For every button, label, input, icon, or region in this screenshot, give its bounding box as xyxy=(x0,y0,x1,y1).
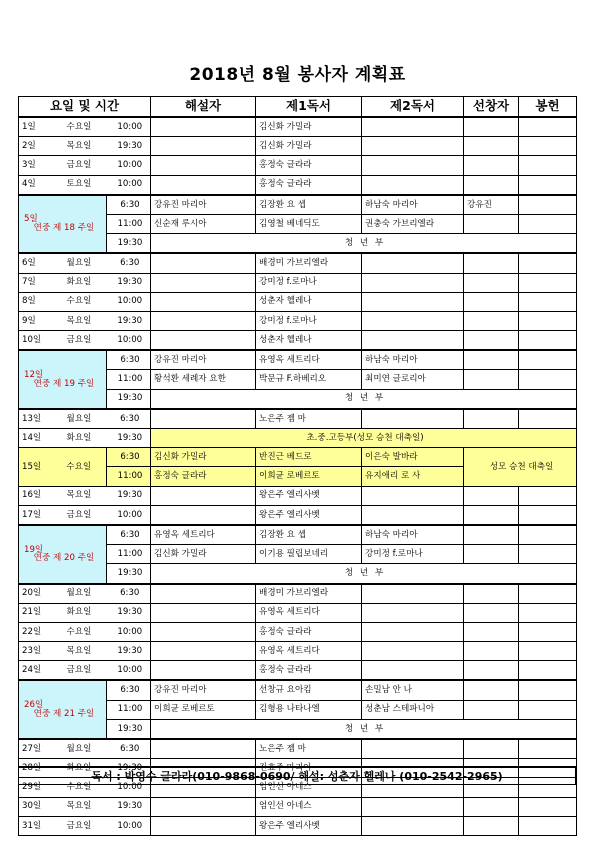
schedule-row xyxy=(19,156,577,175)
reader1-cell: 강미정 f.로마나 xyxy=(256,311,362,330)
cantor-cell xyxy=(464,700,519,719)
commentator-cell xyxy=(151,505,256,525)
sunday-mass-row xyxy=(19,195,577,215)
day-cell: 24일 xyxy=(19,661,49,681)
day-cell: 17일 xyxy=(19,505,49,525)
weekday-cell: 월요일 xyxy=(49,253,107,273)
commentator-cell xyxy=(151,311,256,330)
schedule-row xyxy=(19,816,577,835)
reader2-cell: 하남숙 마리아 xyxy=(362,350,464,370)
cantor-cell xyxy=(464,175,519,195)
reader1-cell: 박문규 F.하베리오 xyxy=(256,370,362,389)
weekday-cell: 화요일 xyxy=(49,759,107,778)
time-cell: 19:30 xyxy=(107,603,151,622)
mass-time: 19:30 xyxy=(107,719,151,739)
schedule-row xyxy=(19,311,577,330)
offering-cell xyxy=(519,292,577,311)
sunday-mass-row xyxy=(19,525,577,545)
commentator-cell xyxy=(151,156,256,175)
schedule-row xyxy=(19,661,577,681)
offering-cell xyxy=(519,700,577,719)
time-cell: 10:00 xyxy=(107,816,151,835)
commentator-cell: 강유진 마리아 xyxy=(151,195,256,215)
time-cell: 10:00 xyxy=(107,331,151,351)
commentator-cell xyxy=(151,739,256,759)
cantor-cell xyxy=(464,137,519,156)
header-cantor: 선창자 xyxy=(464,97,519,118)
reader1-cell: 유영옥 세트리다 xyxy=(256,350,362,370)
time-cell: 19:30 xyxy=(107,137,151,156)
schedule-body xyxy=(19,117,577,835)
cantor-cell xyxy=(464,603,519,622)
offering-cell xyxy=(519,545,577,564)
day-cell: 31일 xyxy=(19,816,49,835)
mass-time: 6:30 xyxy=(107,195,151,215)
time-cell: 10:00 xyxy=(107,622,151,641)
time-cell: 10:00 xyxy=(107,292,151,311)
offering-cell xyxy=(519,603,577,622)
offering-cell xyxy=(519,175,577,195)
weekday-cell: 금요일 xyxy=(49,156,107,175)
time-cell: 19:30 xyxy=(107,642,151,661)
weekday-cell: 금요일 xyxy=(49,331,107,351)
reader1-cell: 유영옥 세트리다 xyxy=(256,603,362,622)
weekday-cell: 금요일 xyxy=(49,661,107,681)
reader2-cell: 최미연 글로리아 xyxy=(362,370,464,389)
mass-time: 6:30 xyxy=(107,448,151,467)
offering-cell xyxy=(519,739,577,759)
reader2-cell xyxy=(362,603,464,622)
commentator-cell xyxy=(151,797,256,816)
schedule-row xyxy=(19,622,577,641)
commentator-cell: 홍정숙 글라라 xyxy=(151,467,256,486)
reader2-cell xyxy=(362,175,464,195)
sunday-date: 5일 xyxy=(24,214,38,225)
mass-time: 6:30 xyxy=(107,350,151,370)
cantor-cell xyxy=(464,370,519,389)
mass-time: 6:30 xyxy=(107,680,151,700)
reader1-cell: 홍정숙 글라라 xyxy=(256,622,362,641)
mass-time: 19:30 xyxy=(107,564,151,584)
feast-label: 성모 승천 대축일 xyxy=(464,448,577,486)
commentator-cell xyxy=(151,642,256,661)
reader1-cell: 김장환 요 셉 xyxy=(256,195,362,215)
mass-time: 19:30 xyxy=(107,234,151,254)
weekday-cell: 화요일 xyxy=(49,603,107,622)
cantor-cell xyxy=(464,214,519,233)
day-cell: 23일 xyxy=(19,642,49,661)
commentator-cell: 김신화 가밀라 xyxy=(151,545,256,564)
cantor-cell: 강유진 xyxy=(464,195,519,215)
weekday-cell: 금요일 xyxy=(49,816,107,835)
schedule-row xyxy=(19,273,577,292)
sunday-date-cell xyxy=(19,525,107,584)
time-cell: 6:30 xyxy=(107,253,151,273)
offering-cell xyxy=(519,661,577,681)
cantor-cell xyxy=(464,661,519,681)
reader2-cell xyxy=(362,156,464,175)
commentator-cell: 강유진 마리아 xyxy=(151,350,256,370)
reader1-cell: 김신화 가밀라 xyxy=(256,117,362,137)
cantor-cell xyxy=(464,156,519,175)
reader2-cell xyxy=(362,273,464,292)
cantor-cell xyxy=(464,273,519,292)
reader1-cell: 성춘자 헬레나 xyxy=(256,292,362,311)
commentator-cell xyxy=(151,603,256,622)
youth-group-label: 청 년 부 xyxy=(151,234,577,254)
offering-cell xyxy=(519,409,577,429)
mass-time: 11:00 xyxy=(107,467,151,486)
day-cell: 16일 xyxy=(19,486,49,505)
offering-cell xyxy=(519,816,577,835)
reader2-cell: 성춘남 스테파니아 xyxy=(362,700,464,719)
commentator-cell: 강유진 마리아 xyxy=(151,680,256,700)
weekday-cell: 목요일 xyxy=(49,642,107,661)
reader1-cell: 선창규 요아킴 xyxy=(256,680,362,700)
weekday-cell: 목요일 xyxy=(49,486,107,505)
cantor-cell xyxy=(464,816,519,835)
reader1-cell: 홍정숙 글라라 xyxy=(256,661,362,681)
reader2-cell xyxy=(362,292,464,311)
schedule-row xyxy=(19,486,577,505)
schedule-row xyxy=(19,292,577,311)
sunday-date: 19일 xyxy=(24,544,44,555)
time-cell: 19:30 xyxy=(107,311,151,330)
reader1-cell: 배경미 가브리엘라 xyxy=(256,584,362,604)
cantor-cell xyxy=(464,311,519,330)
reader1-cell: 엄인선 아네스 xyxy=(256,797,362,816)
weekday-cell: 수요일 xyxy=(49,292,107,311)
weekday-cell: 화요일 xyxy=(49,429,107,448)
reader1-cell: 왕은주 엘리사벳 xyxy=(256,816,362,835)
commentator-cell xyxy=(151,584,256,604)
schedule-row xyxy=(19,584,577,604)
reader1-cell: 강미정 f.로마나 xyxy=(256,273,362,292)
mass-time: 11:00 xyxy=(107,370,151,389)
weekday-cell: 월요일 xyxy=(49,409,107,429)
offering-cell xyxy=(519,117,577,137)
reader2-cell xyxy=(362,311,464,330)
reader2-cell xyxy=(362,661,464,681)
commentator-cell xyxy=(151,331,256,351)
offering-cell xyxy=(519,273,577,292)
weekday-cell: 화요일 xyxy=(49,273,107,292)
time-cell: 10:00 xyxy=(107,156,151,175)
weekday-cell: 목요일 xyxy=(49,137,107,156)
day-cell: 8일 xyxy=(19,292,49,311)
commentator-cell xyxy=(151,273,256,292)
sunday-date-cell xyxy=(19,680,107,739)
offering-cell xyxy=(519,137,577,156)
schedule-row xyxy=(19,603,577,622)
offering-cell xyxy=(519,253,577,273)
youth-group-label: 청 년 부 xyxy=(151,719,577,739)
cantor-cell xyxy=(464,584,519,604)
schedule-row xyxy=(19,253,577,273)
schedule-row xyxy=(19,739,577,759)
schedule-row xyxy=(19,175,577,195)
time-cell: 6:30 xyxy=(107,409,151,429)
youth-mass-note: 초.중.고등부(성모 승천 대축일) xyxy=(151,429,577,448)
reader1-cell: 이기용 필립보네리 xyxy=(256,545,362,564)
reader1-cell: 노은주 젬 마 xyxy=(256,409,362,429)
reader2-cell: 하남숙 마리아 xyxy=(362,195,464,215)
sunday-week-label: 연중 제 21 주일 xyxy=(33,708,95,719)
weekday-cell: 월요일 xyxy=(49,739,107,759)
cantor-cell xyxy=(464,486,519,505)
cantor-cell xyxy=(464,292,519,311)
day-cell: 3일 xyxy=(19,156,49,175)
feast-mass-row xyxy=(19,448,577,467)
reader1-cell: 이희균 로베르토 xyxy=(256,467,362,486)
sunday-date-cell xyxy=(19,350,107,409)
day-cell: 22일 xyxy=(19,622,49,641)
offering-cell xyxy=(519,195,577,215)
schedule-row xyxy=(19,409,577,429)
offering-cell xyxy=(519,505,577,525)
reader1-cell: 홍정숙 글라라 xyxy=(256,175,362,195)
commentator-cell: 유영옥 세트리다 xyxy=(151,525,256,545)
reader2-cell xyxy=(362,409,464,429)
schedule-row xyxy=(19,429,577,448)
weekday-cell: 토요일 xyxy=(49,175,107,195)
day-cell: 13일 xyxy=(19,409,49,429)
day-cell: 7일 xyxy=(19,273,49,292)
header-reader2: 제2독서 xyxy=(362,97,464,118)
day-cell: 21일 xyxy=(19,603,49,622)
reader2-cell xyxy=(362,622,464,641)
cantor-cell xyxy=(464,642,519,661)
commentator-cell xyxy=(151,253,256,273)
time-cell: 10:00 xyxy=(107,175,151,195)
reader2-cell xyxy=(362,331,464,351)
commentator-cell xyxy=(151,409,256,429)
sunday-week-label: 연중 제 20 주일 xyxy=(33,553,95,564)
schedule-row xyxy=(19,642,577,661)
header-offering: 봉헌 xyxy=(519,97,577,118)
weekday-cell: 목요일 xyxy=(49,311,107,330)
day-cell: 10일 xyxy=(19,331,49,351)
commentator-cell xyxy=(151,292,256,311)
reader1-cell: 김신화 가밀라 xyxy=(256,137,362,156)
weekday-cell: 금요일 xyxy=(49,505,107,525)
commentator-cell xyxy=(151,175,256,195)
reader2-cell xyxy=(362,797,464,816)
commentator-cell: 황석환 세례자 요한 xyxy=(151,370,256,389)
reader1-cell: 성춘자 헬레나 xyxy=(256,331,362,351)
mass-time: 6:30 xyxy=(107,525,151,545)
reader1-cell: 엄인선 아네스 xyxy=(256,778,362,797)
time-cell: 19:30 xyxy=(107,759,151,778)
cantor-cell xyxy=(464,622,519,641)
time-cell: 10:00 xyxy=(107,661,151,681)
reader2-cell xyxy=(362,739,464,759)
day-cell: 2일 xyxy=(19,137,49,156)
reader2-cell: 이은숙 발바라 xyxy=(362,448,464,467)
commentator-cell: 신순재 루시아 xyxy=(151,214,256,233)
commentator-cell xyxy=(151,816,256,835)
reader1-cell: 왕은주 엘리사벳 xyxy=(256,505,362,525)
reader1-cell: 김장환 요 셉 xyxy=(256,525,362,545)
reader2-cell: 권충숙 가브리엘라 xyxy=(362,214,464,233)
cantor-cell xyxy=(464,350,519,370)
youth-group-label: 청 년 부 xyxy=(151,389,577,409)
mass-time: 11:00 xyxy=(107,545,151,564)
time-cell: 19:30 xyxy=(107,429,151,448)
commentator-cell xyxy=(151,117,256,137)
time-cell: 19:30 xyxy=(107,797,151,816)
reader2-cell xyxy=(362,117,464,137)
day-cell: 15일 xyxy=(19,448,49,486)
day-cell: 27일 xyxy=(19,739,49,759)
header-commentator: 해설자 xyxy=(151,97,256,118)
time-cell: 10:00 xyxy=(107,117,151,137)
reader2-cell xyxy=(362,137,464,156)
reader1-cell: 진효주 마리아 xyxy=(256,759,362,778)
reader2-cell: 강미정 f.로마나 xyxy=(362,545,464,564)
page-title: 2018년 8월 봉사자 계획표 xyxy=(189,65,406,85)
reader2-cell xyxy=(362,642,464,661)
cantor-cell xyxy=(464,739,519,759)
schedule-row xyxy=(19,137,577,156)
cantor-cell xyxy=(464,117,519,137)
schedule-table xyxy=(18,96,577,836)
sunday-date-cell xyxy=(19,195,107,254)
offering-cell xyxy=(519,370,577,389)
reader1-cell: 반진근 베드로 xyxy=(256,448,362,467)
offering-cell xyxy=(519,525,577,545)
cantor-cell xyxy=(464,253,519,273)
schedule-row xyxy=(19,331,577,351)
commentator-cell xyxy=(151,661,256,681)
reader1-cell: 노은주 젬 마 xyxy=(256,739,362,759)
reader1-cell: 김영철 베네딕도 xyxy=(256,214,362,233)
mass-time: 11:00 xyxy=(107,700,151,719)
reader1-cell: 유영옥 세트리다 xyxy=(256,642,362,661)
reader1-cell: 홍정숙 글라라 xyxy=(256,156,362,175)
sunday-date: 12일 xyxy=(24,369,44,380)
reader2-cell: 유지애리 로 사 xyxy=(362,467,464,486)
sunday-mass-row xyxy=(19,680,577,700)
weekday-cell: 수요일 xyxy=(49,448,107,486)
reader2-cell xyxy=(362,584,464,604)
cantor-cell xyxy=(464,525,519,545)
weekday-cell: 수요일 xyxy=(49,778,107,797)
offering-cell xyxy=(519,156,577,175)
reader1-cell: 김형용 나타나엘 xyxy=(256,700,362,719)
offering-cell xyxy=(519,214,577,233)
mass-time: 19:30 xyxy=(107,389,151,409)
weekday-cell: 목요일 xyxy=(49,797,107,816)
reader2-cell xyxy=(362,253,464,273)
weekday-cell: 월요일 xyxy=(49,584,107,604)
day-cell: 29일 xyxy=(19,778,49,797)
time-cell: 6:30 xyxy=(107,584,151,604)
contact-footer: 독서 : 박영수 글라라(010-9868-0690/ 해설: 성춘자 헬레나 (010-2542-2965) xyxy=(18,766,576,785)
offering-cell xyxy=(519,584,577,604)
offering-cell xyxy=(519,622,577,641)
day-cell: 9일 xyxy=(19,311,49,330)
weekday-cell: 수요일 xyxy=(49,622,107,641)
time-cell: 10:00 xyxy=(107,778,151,797)
commentator-cell: 이희균 로베르토 xyxy=(151,700,256,719)
commentator-cell xyxy=(151,622,256,641)
time-cell: 10:00 xyxy=(107,505,151,525)
sunday-week-label: 연중 제 18 주일 xyxy=(33,223,95,234)
reader2-cell xyxy=(362,816,464,835)
time-cell: 19:30 xyxy=(107,486,151,505)
header-day-time: 요일 및 시간 xyxy=(19,97,151,118)
schedule-row xyxy=(19,505,577,525)
cantor-cell xyxy=(464,505,519,525)
commentator-cell: 김신화 가밀라 xyxy=(151,448,256,467)
offering-cell xyxy=(519,642,577,661)
reader1-cell: 배경미 가브리엘라 xyxy=(256,253,362,273)
reader1-cell: 왕은주 엘리사벳 xyxy=(256,486,362,505)
cantor-cell xyxy=(464,797,519,816)
cantor-cell xyxy=(464,409,519,429)
schedule-row xyxy=(19,797,577,816)
commentator-cell xyxy=(151,137,256,156)
sunday-week-label: 연중 제 19 주일 xyxy=(33,378,95,389)
sunday-date: 26일 xyxy=(24,700,44,711)
day-cell: 4일 xyxy=(19,175,49,195)
offering-cell xyxy=(519,331,577,351)
weekday-cell: 수요일 xyxy=(49,117,107,137)
youth-group-label: 청 년 부 xyxy=(151,564,577,584)
header-row xyxy=(19,97,577,118)
offering-cell xyxy=(519,797,577,816)
day-cell: 1일 xyxy=(19,117,49,137)
offering-cell xyxy=(519,350,577,370)
day-cell: 30일 xyxy=(19,797,49,816)
cantor-cell xyxy=(464,545,519,564)
reader2-cell: 하남숙 마리아 xyxy=(362,525,464,545)
day-cell: 28일 xyxy=(19,759,49,778)
cantor-cell xyxy=(464,680,519,700)
time-cell: 6:30 xyxy=(107,739,151,759)
day-cell: 20일 xyxy=(19,584,49,604)
commentator-cell xyxy=(151,486,256,505)
cantor-cell xyxy=(464,331,519,351)
header-reader1: 제1독서 xyxy=(256,97,362,118)
mass-time: 11:00 xyxy=(107,214,151,233)
reader2-cell xyxy=(362,505,464,525)
reader2-cell: 손밀남 안 나 xyxy=(362,680,464,700)
sunday-mass-row xyxy=(19,350,577,370)
reader2-cell xyxy=(362,486,464,505)
time-cell: 19:30 xyxy=(107,273,151,292)
offering-cell xyxy=(519,311,577,330)
day-cell: 14일 xyxy=(19,429,49,448)
day-cell: 6일 xyxy=(19,253,49,273)
offering-cell xyxy=(519,486,577,505)
offering-cell xyxy=(519,680,577,700)
schedule-row xyxy=(19,117,577,137)
